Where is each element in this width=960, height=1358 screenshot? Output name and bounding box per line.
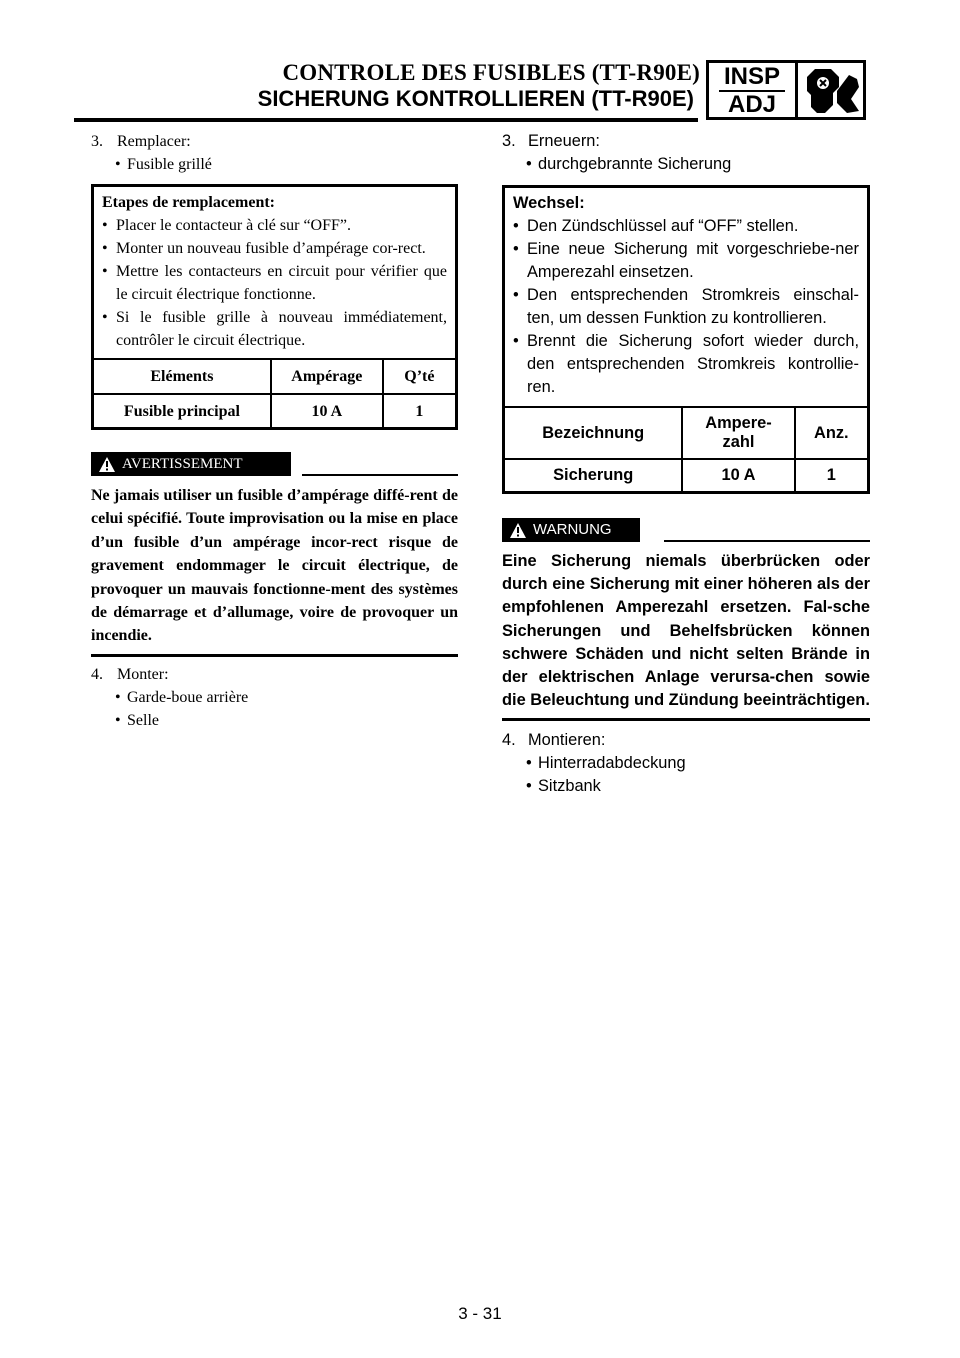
box-item: • Eine neue Sicherung mit vorgeschriebe-ner Amperezahl einsetzen. [513,238,859,284]
table-header [682,407,794,459]
wrench-icon [803,65,863,117]
table-header: Q’té [383,359,455,394]
spec-table [505,406,867,491]
box-item: • Monter un nouveau fusible d’ampérage cor-rect. [102,237,447,260]
step-number: 4. [502,731,516,750]
step-label: Monter: [117,665,169,683]
warning-header [502,518,870,544]
step-number: 3. [91,133,103,150]
badge-top-label: INSP [719,64,785,92]
step-bullet: • Sitzbank [502,775,870,798]
step-label: Montieren: [528,731,606,750]
replacement-steps-box [502,185,870,494]
step-bullet: • Hinterradabdeckung [502,752,870,775]
table-cell: Fusible principal [94,394,271,427]
table-header: Bezeichnung [505,407,682,459]
warning-rule [302,474,458,476]
warning-text: Ne jamais utiliser un fusible d’ampérage diffé-rent de celui spécifié. Toute improvisation ou la mise en place d’un fusible d’un ampérage incor-rect risque de gravement endommager le circuit électrique, de provoquer un mauvais fonctionne-ment des systèmes de démarrage et d’allumage, voire de provoquer un incendie. [91,484,458,657]
header-rule [74,118,698,122]
box-item: • Den Zündschlüssel auf “OFF” stellen. [513,215,859,238]
table-header: Ampérage [271,359,383,394]
french-column [91,130,458,732]
step-3 [502,130,870,153]
box-item: • Brennt die Sicherung sofort wieder durch, den entsprechenden Stromkreis kontrollie-ren. [513,330,859,399]
table-cell: 1 [795,459,867,491]
step-number: 4. [91,665,103,683]
warning-rule [664,540,870,542]
step-label: Remplacer: [117,133,191,150]
page-title-french: CONTROLE DES FUSIBLES (TT-R90E) [282,60,700,85]
spec-table [94,358,455,427]
warning-label-text: WARNUNG [533,521,612,538]
badge-label [713,63,791,117]
section-badge [706,60,866,120]
warning-label [502,518,640,542]
step-bullet: • Fusible grillé [91,153,458,176]
table-header: Anz. [795,407,867,459]
box-item: • Den entsprechenden Stromkreis einschal-ten, um dessen Funktion zu kontrollieren. [513,284,859,330]
box-title: Wechsel: [513,194,585,212]
step-4 [502,729,870,752]
table-cell: 10 A [682,459,794,491]
step-3 [91,130,458,153]
step-label: Erneuern: [528,132,600,150]
step-bullet: • durchgebrannte Sicherung [502,153,870,176]
warning-text: Eine Sicherung niemals überbrücken oder durch eine Sicherung mit einer höheren als der empfohlenen Amperezahl ersetzen. Fal-sche Sicherungen und Behelfsbrücken können schwere Schäden und nicht selten Brände in der elektrischen Anlage verursa-chen sowie die Beleuchtung und Zündung beeinträchtigen. [502,550,870,721]
table-cell: Sicherung [505,459,682,491]
table-cell: 10 A [271,394,383,427]
german-column [502,130,870,798]
box-item: • Si le fusible grille à nouveau immédiatement, contrôler le circuit électrique. [102,306,447,352]
box-item: • Mettre les contacteurs en circuit pour vérifier que le circuit électrique fonctionne. [102,260,447,306]
step-number: 3. [502,132,516,150]
step-4 [91,663,458,686]
box-title: Etapes de remplacement: [102,194,275,211]
warning-label-text: AVERTISSEMENT [122,456,243,472]
table-header-text: Ampere-zahl [705,414,772,451]
warning-icon [99,457,115,472]
warning-icon [510,523,526,538]
page-title-german: SICHERUNG KONTROLLIEREN (TT-R90E) [257,86,694,111]
page-number: 3 - 31 [458,1304,502,1323]
table-cell: 1 [383,394,455,427]
warning-label [91,452,291,476]
step-bullet: • Garde-boue arrière [91,686,458,709]
badge-bottom-label: ADJ [727,91,776,118]
replacement-steps-box [91,184,458,430]
warning-header [91,452,458,478]
table-header: Eléments [94,359,271,394]
badge-divider [795,63,798,117]
box-item: • Placer le contacteur à clé sur “OFF”. [102,214,447,237]
step-bullet: • Selle [91,709,458,732]
